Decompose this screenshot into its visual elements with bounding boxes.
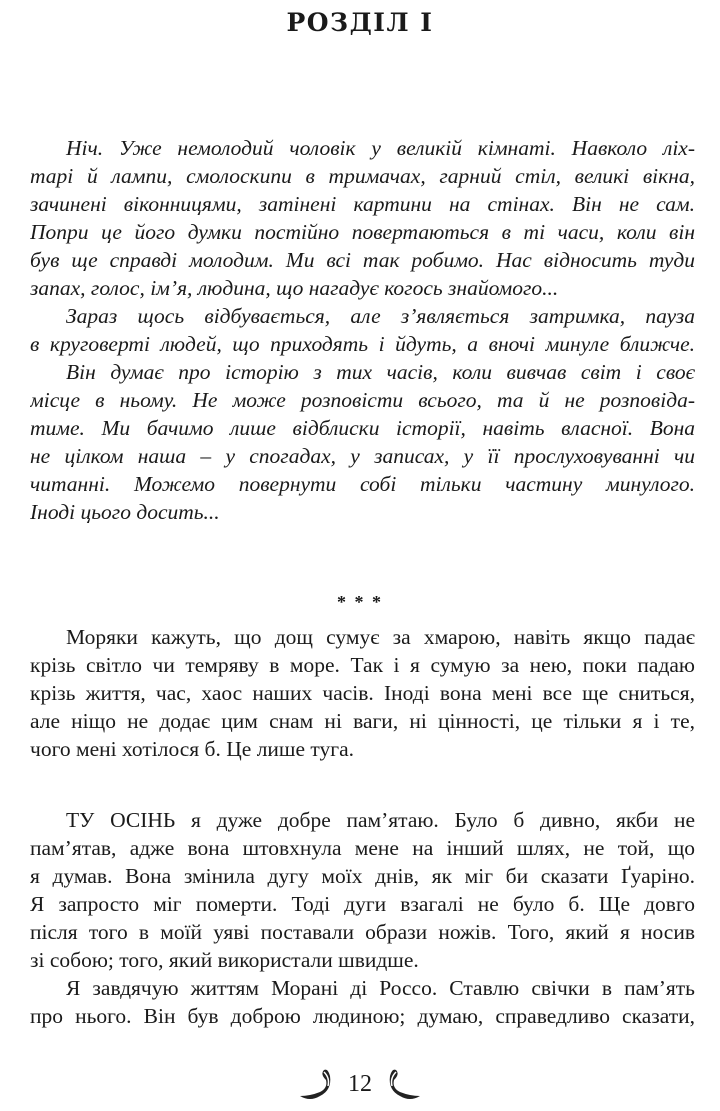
section-1-text <box>30 623 695 763</box>
text-line: я думав. Вона змінила дугу моїх днів, як міг би сказати Ґуаріно. <box>30 864 695 888</box>
text-line: Попри це його думки постійно повертаються в ті часи, коли він <box>30 220 695 244</box>
page-number: 12 <box>348 1070 372 1097</box>
text-line: тиме. Ми бачимо лише відблиски історії, навіть власної. Вона <box>30 416 695 440</box>
page-number-footer <box>0 1066 720 1102</box>
swash-ornament-left-icon <box>298 1066 342 1102</box>
text-line: зачинені віконницями, затінені картини на стінах. Він не сам. <box>30 192 695 216</box>
text-line: про нього. Він був доброю людиною; думаю, справедливо сказати, <box>30 1004 695 1028</box>
text-line: ТУ ОСІНЬ я дуже добре пам’ятаю. Було б дивно, якби не <box>66 808 695 832</box>
text-line: запах, голос, ім’я, людина, що нагадує когось знайомого... <box>30 276 559 300</box>
text-line: зі собою; того, який використали швидше. <box>30 948 419 972</box>
text-line: Зараз щось відбувається, але з’являється затримка, пауза <box>66 304 695 328</box>
swash-ornament-right-icon <box>378 1066 422 1102</box>
section-separator: * * * <box>337 592 383 612</box>
prologue-text <box>30 134 695 526</box>
text-line: в круговерті людей, що приходять і йдуть, а вночі минуле ближче. <box>30 332 695 356</box>
text-line: чого мені хотілося б. Це лише туга. <box>30 737 355 761</box>
text-line: був ще справді молодим. Ми всі так робимо. Нас відносить туди <box>30 248 695 272</box>
section-2-text <box>30 806 695 1030</box>
text-line: але ніщо не додає цим снам ні ваги, ні цінності, це тільки я і те, <box>30 709 695 733</box>
text-line: читанні. Можемо повернути собі тільки частину минулого. <box>30 472 695 496</box>
text-line: крізь життя, час, хаос наших часів. Іноді вона мені все ще сниться, <box>30 681 695 705</box>
text-line: після того в моїй уяві поставали образи ножів. Того, який я носив <box>30 920 695 944</box>
text-line: не цілком наша – у спогадах, у записах, у її прослуховуванні чи <box>30 444 695 468</box>
text-line: пам’ятав, адже вона штовхнула мене на інший шлях, не той, що <box>30 836 695 860</box>
text-line: крізь світло чи темряву в море. Так і я сумую за нею, поки падаю <box>30 653 695 677</box>
chapter-title: РОЗДІЛ І <box>286 8 434 37</box>
text-line: Він думає про історію з тих часів, коли вивчав світ і своє <box>66 360 695 384</box>
text-line: тарі й лампи, смолоскипи в тримачах, гарний стіл, великі вікна, <box>30 164 695 188</box>
text-line: Я запросто міг померти. Тоді дуги взагалі не було б. Ще довго <box>30 892 695 916</box>
text-line: Моряки кажуть, що дощ сумує за хмарою, навіть якщо падає <box>66 625 695 649</box>
text-line: Ніч. Уже немолодий чоловік у великій кімнаті. Навколо ліх- <box>66 136 695 160</box>
text-line: Іноді цього досить... <box>30 500 220 524</box>
text-line: Я завдячую життям Морані ді Россо. Ставлю свічки в пам’ять <box>66 976 695 1000</box>
text-line: місце в ньому. Не може розповісти всього, та й не розповіда- <box>30 388 695 412</box>
